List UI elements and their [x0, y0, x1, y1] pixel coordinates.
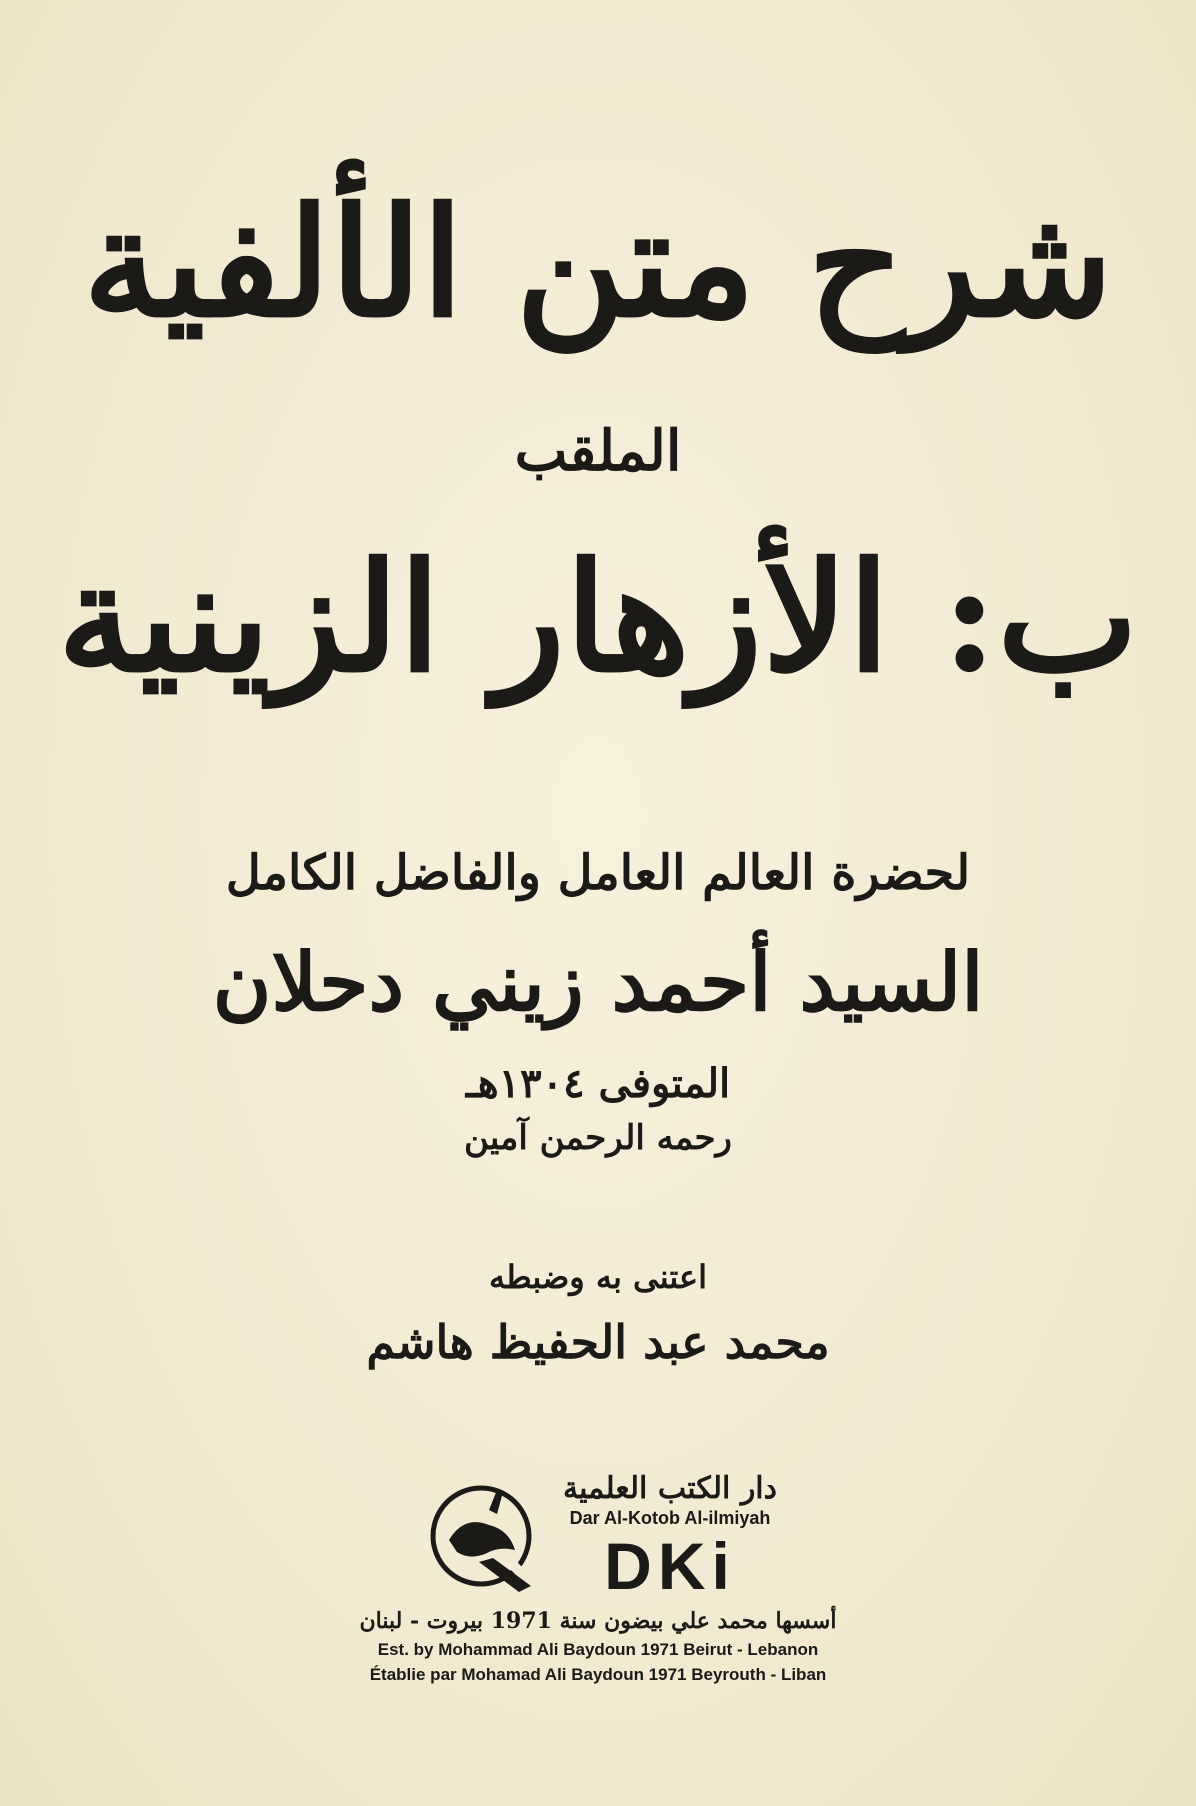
author-mercy-prayer: رحمه الرحمن آمين	[464, 1118, 732, 1158]
imprint-french: Établie par Mohamad Ali Baydoun 1971 Beyrouth - Liban	[369, 1665, 827, 1684]
publisher-name-english: Dar Al-Kotob Al-ilmiyah	[569, 1508, 771, 1528]
publisher-name-arabic: دار الكتب العلمية	[563, 1471, 777, 1506]
book-subtitle: ب: الأزهار الزينية	[57, 530, 1139, 706]
editor-label: اعتنى به وضبطه	[489, 1258, 707, 1296]
publisher-acronym: DKi	[604, 1529, 736, 1603]
book-title: شرح متن الألفية	[83, 175, 1113, 351]
author-death-date: المتوفى ١٣٠٤هـ	[465, 1060, 731, 1107]
publisher-logo-icon	[419, 1470, 549, 1600]
imprint-arabic: أسسها محمد علي بيضون سنة 1971 بيروت - لبنان	[359, 1608, 837, 1634]
editor-name: محمد عبد الحفيظ هاشم	[366, 1315, 830, 1369]
publisher-block	[0, 1470, 1196, 1603]
author-name: السيد أحمد زيني دحلان	[212, 935, 984, 1029]
author-praise: لحضرة العالم العامل والفاضل الكامل	[225, 845, 971, 901]
nicknamed-label: الملقب	[514, 418, 682, 484]
imprint-english: Est. by Mohammad Ali Baydoun 1971 Beirut - Lebanon	[377, 1640, 819, 1659]
publisher-names	[563, 1471, 777, 1603]
